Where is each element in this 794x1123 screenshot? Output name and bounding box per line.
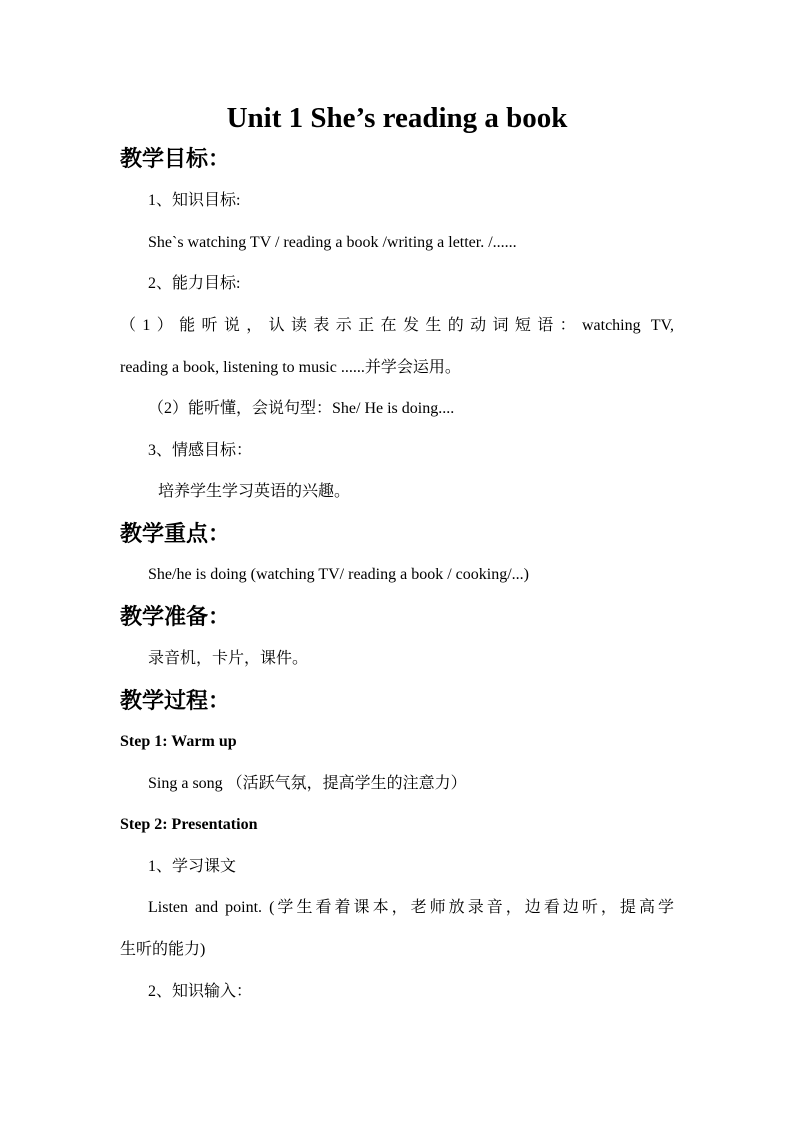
step-2-title: Step 2: Presentation	[120, 816, 258, 833]
step-2-item-2: 2、知识输入：	[148, 983, 253, 1000]
process-heading: 教学过程：	[120, 688, 231, 713]
objective-1-label: 1、知识目标:	[148, 192, 241, 209]
objective-2-item-2: （2）能听懂，会说句型：She/ He is doing....	[148, 400, 455, 417]
preparation-text: 录音机，卡片，课件。	[148, 650, 309, 667]
keypoints-heading: 教学重点：	[120, 521, 231, 546]
objective-2-item-1-line-2: reading a book, listening to music ......并学会运用。	[120, 359, 461, 376]
objective-1-text: She`s watching TV / reading a book /writing a letter. /......	[148, 234, 517, 251]
objective-2-item-1-line-1: （1）能听说，认读表示正在发生的动词短语：watching TV,	[120, 317, 674, 334]
step-2-item-1-line-1: Listen and point. (学生看着课本，老师放录音，边看边听，提高学	[148, 899, 674, 916]
step-2-item-1: 1、学习课文	[148, 858, 237, 875]
step-2-item-1-line-2: 生听的能力)	[120, 941, 206, 958]
objective-3-text: 培养学生学习英语的兴趣。	[158, 483, 351, 500]
objective-2-label: 2、能力目标:	[148, 275, 241, 292]
keypoints-text: She/he is doing (watching TV/ reading a book / cooking/...)	[148, 566, 529, 583]
page-title: Unit 1 She’s reading a book	[226, 102, 568, 134]
objective-3-label: 3、情感目标：	[148, 442, 253, 459]
step-1-text: Sing a song （活跃气氛，提高学生的注意力）	[148, 775, 467, 792]
preparation-heading: 教学准备：	[120, 604, 231, 629]
step-1-title: Step 1: Warm up	[120, 733, 237, 750]
objectives-heading: 教学目标：	[120, 146, 231, 171]
